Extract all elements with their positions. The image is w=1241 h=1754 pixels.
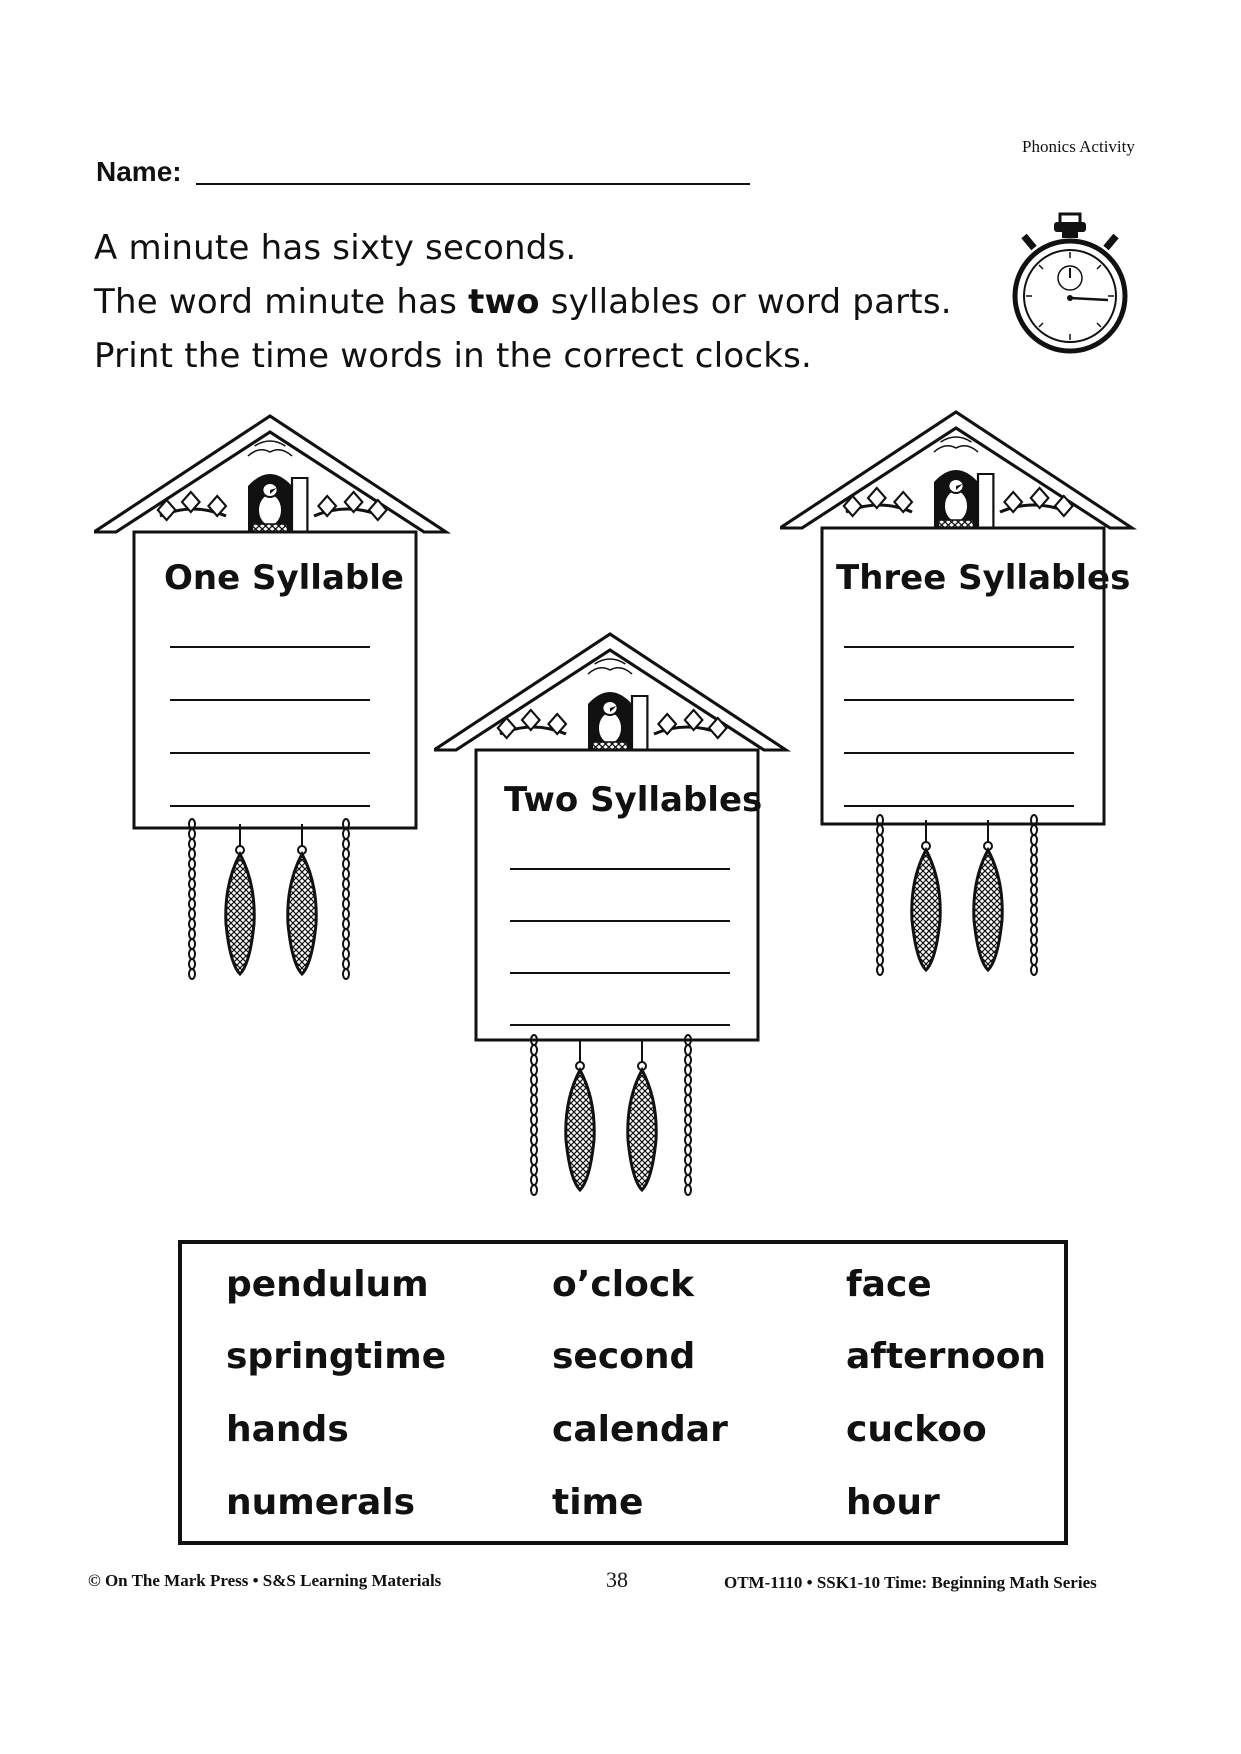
word-item: calendar	[552, 1409, 728, 1450]
answer-line[interactable]	[170, 699, 370, 701]
clock-two-syllables	[434, 624, 796, 1214]
instruction-line-3: Print the time words in the correct clocks.	[94, 336, 813, 376]
answer-line[interactable]	[844, 699, 1074, 701]
clock-title-two-syllables: Two Syllables	[504, 780, 763, 820]
clock-title-one-syllable: One Syllable	[164, 558, 404, 598]
activity-label: Phonics Activity	[1022, 137, 1135, 156]
word-item: second	[552, 1336, 696, 1377]
stopwatch-icon	[1004, 208, 1134, 358]
word-item: o’clock	[552, 1264, 695, 1305]
word-item: face	[846, 1264, 932, 1305]
name-field-line[interactable]	[196, 183, 750, 185]
answer-line[interactable]	[510, 1024, 730, 1026]
instruction-line-2: The word minute has two syllables or word parts.	[94, 282, 952, 322]
word-item: springtime	[226, 1336, 447, 1377]
clock-one-syllable	[94, 406, 456, 986]
footer-copyright: © On The Mark Press • S&S Learning Materials	[88, 1571, 442, 1590]
word-item: hands	[226, 1409, 349, 1450]
answer-line[interactable]	[844, 646, 1074, 648]
answer-line[interactable]	[510, 972, 730, 974]
footer-series: OTM-1110 • SSK1-10 Time: Beginning Math Series	[724, 1573, 1097, 1592]
word-item: cuckoo	[846, 1409, 987, 1450]
cuckoo-clock-illustration	[434, 624, 796, 1214]
clock-title-three-syllables: Three Syllables	[836, 558, 1131, 598]
answer-line[interactable]	[844, 805, 1074, 807]
cuckoo-clock-illustration	[94, 406, 456, 986]
word-item: time	[552, 1482, 644, 1523]
word-item: hour	[846, 1482, 940, 1523]
clock-three-syllables	[780, 402, 1142, 992]
answer-line[interactable]	[510, 868, 730, 870]
emphasis-two: two	[468, 282, 540, 322]
cuckoo-clock-illustration	[780, 402, 1142, 992]
instruction-line-1: A minute has sixty seconds.	[94, 228, 577, 268]
answer-line[interactable]	[170, 805, 370, 807]
answer-line[interactable]	[844, 752, 1074, 754]
word-item: pendulum	[226, 1264, 429, 1305]
word-item: afternoon	[846, 1336, 1047, 1377]
answer-line[interactable]	[510, 920, 730, 922]
word-bank	[178, 1240, 1068, 1545]
answer-line[interactable]	[170, 646, 370, 648]
answer-line[interactable]	[170, 752, 370, 754]
word-item: numerals	[226, 1482, 415, 1523]
page-number: 38	[606, 1567, 628, 1592]
name-label: Name:	[96, 156, 182, 187]
